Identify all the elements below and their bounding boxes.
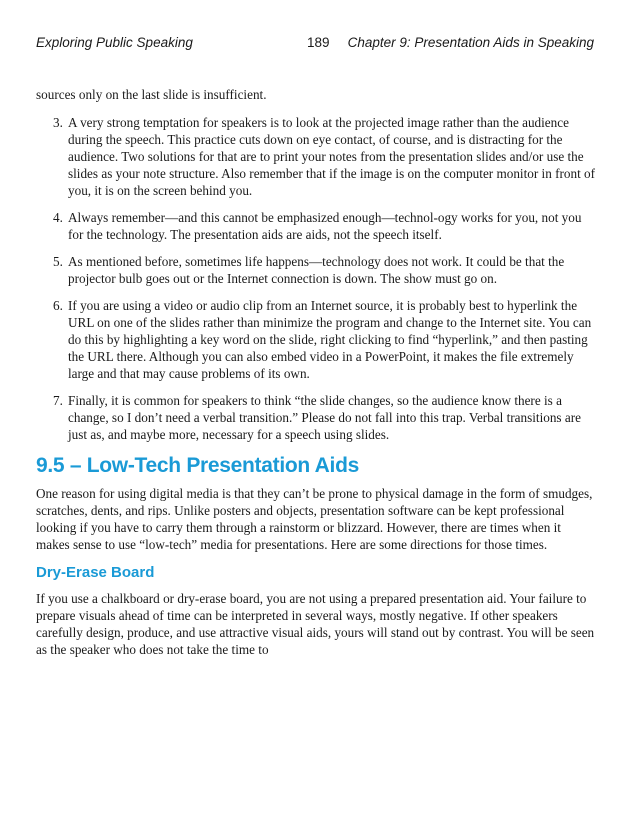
list-text: As mentioned before, sometimes life happens—technology does not work. It could be that the projector bulb goes out or the Internet connection is down. The show must go on.: [68, 254, 565, 286]
subsection-heading: Dry-Erase Board: [36, 564, 155, 581]
chapter-title: Chapter 9: Presentation Aids in Speaking: [347, 35, 594, 50]
list-text: A very strong temptation for speakers is to look at the projected image rather than the audience during the speech. This practice cuts down on eye contact, of course, and is distracting for the audience. Two solutions for that are to print your notes from the presentation slides and/or use the slides as your note structure. Also remember that if the image is on the computer monitor in front of you, it is on the screen behind you.: [68, 115, 596, 198]
list-number: 4.: [53, 210, 63, 225]
page-body: [36, 86, 596, 658]
section-heading: 9.5 – Low-Tech Presentation Aids: [36, 454, 359, 477]
list-item: [36, 297, 596, 382]
section-paragraph: One reason for using digital media is that they can’t be prone to physical damage in the form of smudges, scratches, dents, and rips. Unlike posters and objects, presentation software can be kept professional looking if you have to carry them through a rainstorm or blizzard. However, there are times when it makes sense to use “low-tech” media for presentations. Here are some directions for those times.: [36, 486, 593, 552]
list-number: 7.: [53, 393, 63, 408]
list-text: If you are using a video or audio clip from an Internet source, it is probably best to hyperlink the URL on one of the slides rather than minimize the program and change to the Internet site. You can do this by highlighting a key word on the slide, right clicking to find “hyperlink,” and then pasting the URL there. Although you can also embed video in a PowerPoint, it makes the file extremely large and that may cause problems of its own.: [68, 298, 592, 381]
continued-text: sources only on the last slide is insufficient.: [36, 87, 267, 102]
list-item: [36, 392, 596, 443]
subsection-paragraph: If you use a chalkboard or dry-erase board, you are not using a prepared presentation aid. Your failure to prepare visuals ahead of time can be interpreted in several ways, mostly negative. If other speakers carefully design, produce, and use attractive visual aids, yours will stand out by contrast. You will be seen as the speaker who does not take the time to: [36, 591, 595, 657]
list-text: Finally, it is common for speakers to think “the slide changes, so the audience know there is a change, so I don’t need a verbal transition.” Please do not fall into this trap. Verbal transitions are just as, and maybe more, necessary for a speech using slides.: [68, 393, 581, 442]
list-text: Always remember—and this cannot be emphasized enough—technol-ogy works for you, not you for the technology. The presentation aids are aids, not the speech itself.: [68, 210, 582, 242]
list-number: 3.: [53, 115, 63, 130]
list-number: 5.: [53, 254, 63, 269]
tips-list: [36, 114, 596, 443]
list-item: [36, 209, 596, 243]
running-header: [36, 35, 594, 55]
list-item: [36, 114, 596, 199]
list-number: 6.: [53, 298, 63, 313]
book-title: Exploring Public Speaking: [36, 35, 193, 50]
list-item: [36, 253, 596, 287]
page-number: 189: [307, 35, 330, 50]
